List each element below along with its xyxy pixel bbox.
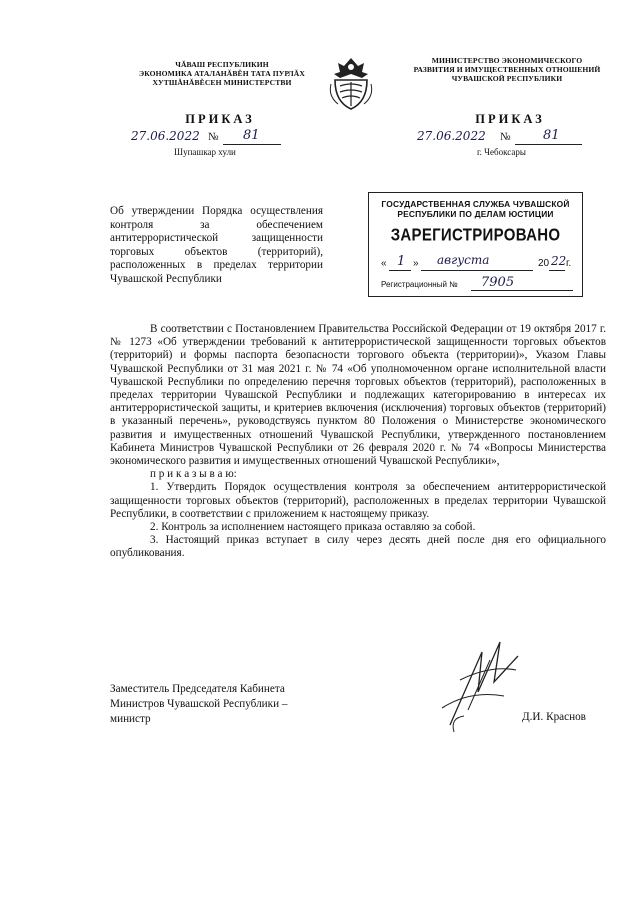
number-sign-left: № bbox=[208, 131, 219, 143]
underline-right bbox=[515, 144, 582, 145]
stamp-year-suffix: 22 bbox=[551, 254, 567, 268]
stamp-month-underline bbox=[421, 270, 533, 271]
number-sign-right: № bbox=[500, 131, 511, 143]
org-name-chuvash-line-3: ХУТШĂНĂВĔСЕН МИНИСТЕРСТВИ bbox=[152, 78, 292, 87]
stamp-year-underline bbox=[549, 270, 565, 271]
handwritten-signature bbox=[420, 630, 530, 740]
order-date-number-right bbox=[417, 130, 582, 146]
preamble-paragraph: В соответствии с Постановлением Правительства Российской Федерации от 19 октября 2017 г. № 1273 «Об утверждении требований к антитеррористической защищенности торговых объектов (территорий) и формы паспорта безопасности торгового объекта (территории)», Указом Главы Чувашской Республики от 31 мая 2021 г. № 74 «Об уполномоченном органе исполнительной власти Чувашской Республики по определению перечня торговых объектов (территорий), расположенных в пределах территории Чувашской Республики и подлежащих категорированию в интересах их антитеррористической защиты, и критериев включения (исключения) торговых объектов (территорий) в указанный перечень», руководствуясь пунктом 80 Положения о Министерстве экономического развития и имущественных отношений Чувашской Республики, утвержденного постановлением Кабинета Министров Чувашской Республики от 26 февраля 2020 г. № 74 «Вопросы Министерства экономического развития и имущественных отношений Чувашской Республики», bbox=[110, 323, 606, 468]
stamp-status: ЗАРЕГИСТРИРОВАНО bbox=[390, 225, 561, 246]
order-item-2: 2. Контроль за исполнением настоящего приказа оставляю за собой. bbox=[150, 521, 476, 534]
org-name-russian-line-1: МИНИСТЕРСТВО ЭКОНОМИЧЕСКОГО bbox=[431, 56, 583, 65]
org-name-chuvash-line-2: ЭКОНОМИКА АТАЛАНĂВĔН ТАТА ПУРЛĂХ bbox=[139, 69, 305, 78]
underline-left bbox=[223, 144, 281, 145]
signatory-position-line-1: Заместитель Председателя Кабинета bbox=[110, 683, 285, 695]
place-left: Шупашкар хули bbox=[174, 147, 236, 157]
stamp-year-label: г. bbox=[566, 258, 572, 269]
order-number-right: 81 bbox=[543, 128, 560, 143]
stamp-year-prefix: 20 bbox=[538, 258, 550, 269]
stamp-registration-label: Регистрационный № bbox=[381, 280, 458, 289]
signatory-position-line-3: министр bbox=[110, 713, 151, 725]
order-title-left: ПРИКАЗ bbox=[185, 112, 255, 126]
stamp-date-row bbox=[381, 253, 576, 272]
place-right: г. Чебоксары bbox=[477, 147, 526, 157]
stamp-day: 1 bbox=[397, 254, 406, 269]
stamp-day-underline bbox=[389, 270, 411, 271]
order-date-right: 27.06.2022 bbox=[417, 129, 486, 143]
document-subject: Об утверждении Порядка осуществления контроля за обеспечением антитеррористической защищенности торговых объектов (территорий), расположенных в пределах территории Чувашской Республики bbox=[110, 205, 323, 285]
org-name-russian-line-2: РАЗВИТИЯ И ИМУЩЕСТВЕННЫХ ОТНОШЕНИЙ bbox=[413, 65, 601, 74]
document-body bbox=[110, 323, 606, 561]
order-date-left: 27.06.2022 bbox=[131, 129, 200, 143]
stamp-authority-line-2: РЕСПУБЛИКИ ПО ДЕЛАМ ЮСТИЦИИ bbox=[397, 209, 554, 219]
org-name-russian bbox=[402, 56, 612, 83]
order-item-3: 3. Настоящий приказ вступает в силу через десять дней после дня его официального опубликования. bbox=[110, 534, 606, 560]
stamp-registration-underline bbox=[471, 290, 573, 291]
registration-stamp bbox=[368, 192, 583, 297]
org-name-chuvash-line-1: ЧĂВАШ РЕСПУБЛИКИН bbox=[175, 60, 269, 69]
stamp-close-quote: » bbox=[413, 258, 419, 269]
stamp-registration-number: 7905 bbox=[481, 275, 515, 290]
stamp-registration-row bbox=[381, 277, 576, 293]
signatory-position-line-2: Министров Чувашской Республики – bbox=[110, 698, 288, 710]
org-name-chuvash bbox=[112, 60, 332, 87]
order-date-number-left bbox=[131, 130, 281, 146]
order-number-left: 81 bbox=[243, 128, 260, 143]
signatory-name: Д.И. Краснов bbox=[522, 711, 586, 723]
coat-of-arms-emblem bbox=[328, 54, 374, 112]
order-word: п р и к а з ы в а ю: bbox=[150, 468, 237, 481]
signatory-position bbox=[110, 682, 350, 727]
org-name-russian-line-3: ЧУВАШСКОЙ РЕСПУБЛИКИ bbox=[451, 74, 563, 83]
stamp-authority-line-1: ГОСУДАРСТВЕННАЯ СЛУЖБА ЧУВАШСКОЙ bbox=[381, 199, 570, 209]
stamp-month: августа bbox=[437, 253, 490, 267]
order-item-1: 1. Утвердить Порядок осуществления контроля за обеспечением антитеррористической защищенности торговых объектов (территорий), расположенных в пределах территории Чувашской Республики, в соответствии с приложением к настоящему приказу. bbox=[110, 481, 606, 520]
order-title-right: ПРИКАЗ bbox=[475, 112, 545, 126]
stamp-open-quote: « bbox=[381, 258, 387, 269]
